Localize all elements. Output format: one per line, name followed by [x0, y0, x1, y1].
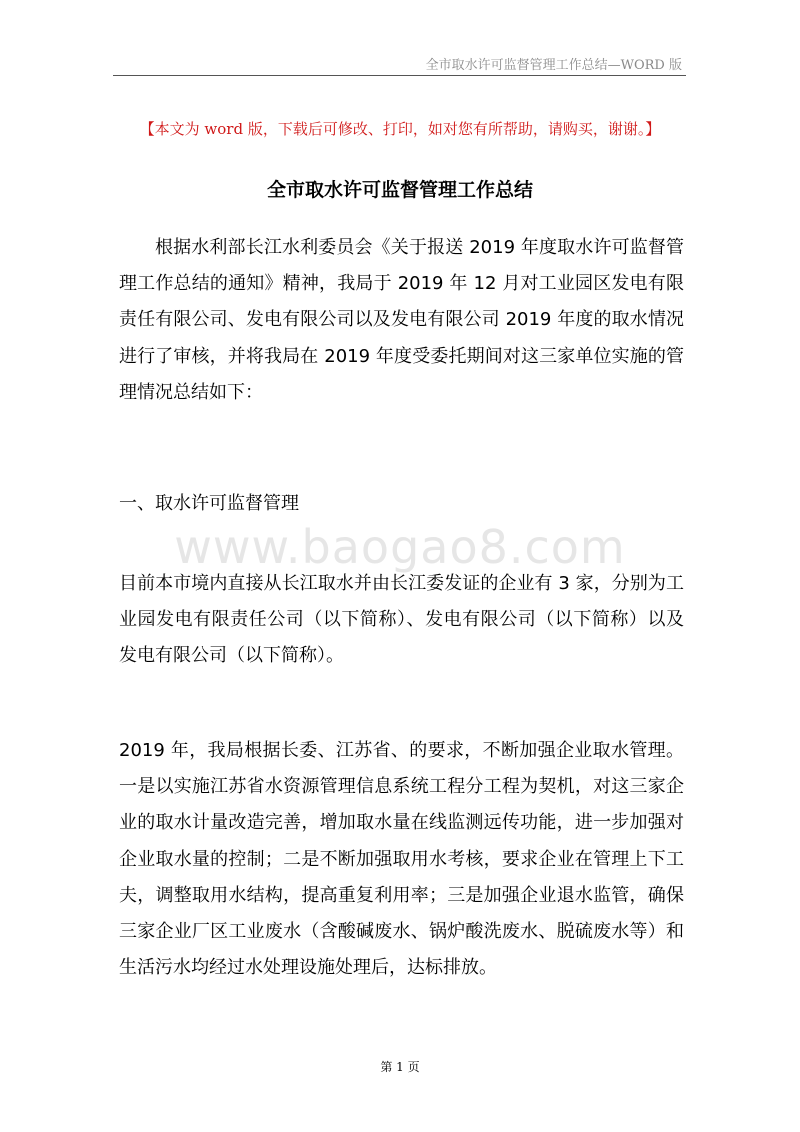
- watermark: www.baogao8.com: [174, 520, 626, 574]
- intro-paragraph: 根据水利部长江水利委员会《关于报送 2019 年度取水许可监督管理工作总结的通知》精神，我局于 2019 年 12 月对工业园区发电有限责任有限公司、发电有限公司以及发电有限公司 2019 年度的取水情况进行了审核，并将我局在 2019 年度受委托期间对这三家单位实施的管理情况总结如下：: [119, 237, 684, 403]
- purchase-notice: 【本文为 word 版，下载后可修改、打印，如对您有所帮助，请购买，谢谢。】: [139, 120, 661, 138]
- document-title: 全市取水许可监督管理工作总结: [266, 179, 533, 201]
- page-number: 第 1 页: [380, 1060, 420, 1074]
- body-paragraph-2: 2019 年，我局根据长委、江苏省、的要求，不断加强企业取水管理。一是以实施江苏省水资源管理信息系统工程分工程为契机，对这三家企业的取水计量改造完善，增加取水量在线监测远传功能，进一步加强对企业取水量的控制；二是不断加强取用水考核，要求企业在管理上下工夫，调整取用水结构，提高重复利用率；三是加强企业退水监管，确保三家企业厂区工业废水（含酸碱废水、锅炉酸洗废水、脱硫废水等）和生活污水均经过水处理设施处理后，达标排放。: [119, 740, 684, 979]
- body-paragraph-1: 目前本市境内直接从长江取水并由长江委发证的企业有 3 家，分别为工业园发电有限责任公司（以下简称）、发电有限公司（以下简称）以及发电有限公司（以下简称）。: [119, 573, 684, 667]
- header-divider: [113, 75, 686, 76]
- section-heading-1: 一、取水许可监督管理: [119, 493, 299, 514]
- running-header: 全市取水许可监督管理工作总结—WORD 版: [425, 58, 682, 73]
